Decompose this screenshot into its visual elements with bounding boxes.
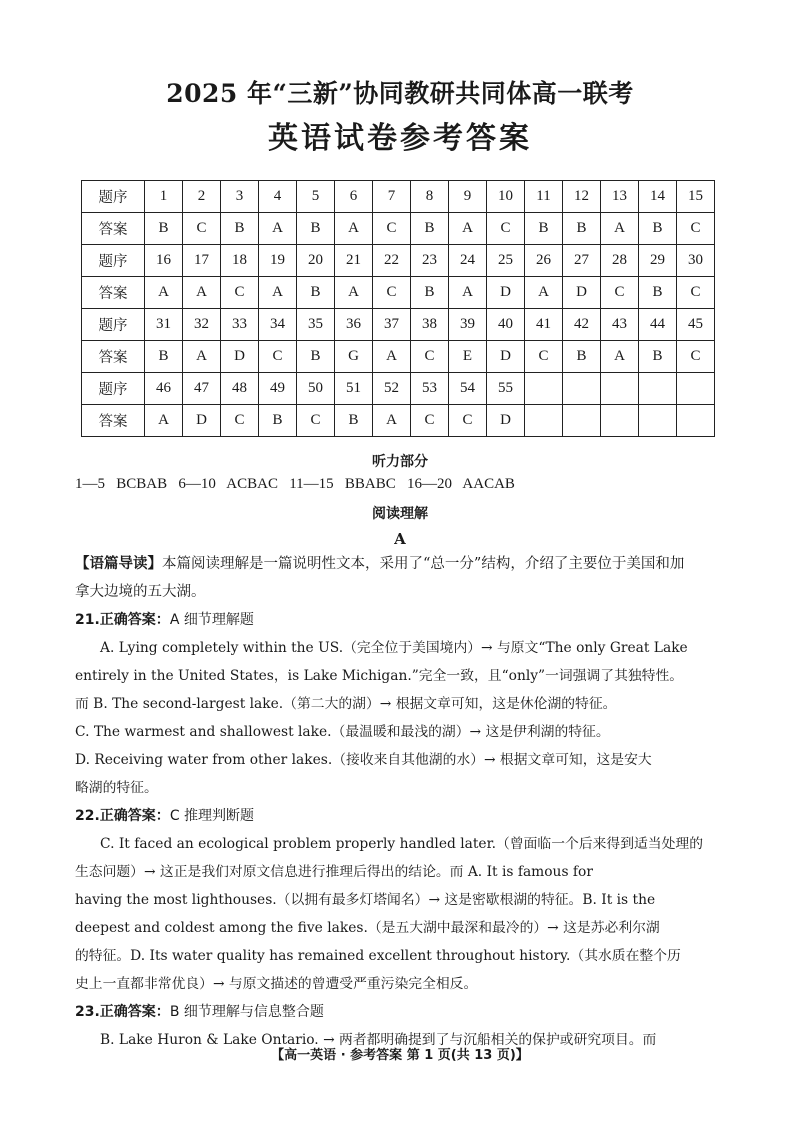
- question-number-cell: [677, 373, 715, 405]
- passage-lead-line: 【语篇导读】本篇阅读理解是一篇说明性文本，采用了“总一分”结构，介绍了主要位于美国和加: [75, 556, 685, 572]
- question-number-cell: 51: [335, 373, 373, 405]
- answer-cell: A: [373, 341, 411, 373]
- question-number-cell: 6: [335, 181, 373, 213]
- q21-line: D. Receiving water from other lakes.（接收来自其他湖的水）→ 根据文章可知，这是安大: [75, 752, 652, 768]
- answer-row: [82, 277, 715, 309]
- answer-cell: [525, 405, 563, 437]
- q22-line: having the most lighthouses.（以拥有最多灯塔闻名）→ 这是密歇根湖的特征。B. It is the: [75, 892, 656, 908]
- question-number-cell: 26: [525, 245, 563, 277]
- passage-lead-label: 【语篇导读】: [75, 556, 162, 572]
- question-number-cell: 5: [297, 181, 335, 213]
- answer-cell: A: [183, 277, 221, 309]
- answer-cell: C: [677, 213, 715, 245]
- q21-line: 略湖的特征。: [75, 780, 158, 796]
- question-number-cell: 39: [449, 309, 487, 341]
- answer-cell: B: [221, 213, 259, 245]
- answer-cell: C: [373, 277, 411, 309]
- answer-cell: B: [297, 213, 335, 245]
- answer-row: [82, 405, 715, 437]
- answer-cell: A: [183, 341, 221, 373]
- question-number-cell: 30: [677, 245, 715, 277]
- question-number-cell: 12: [563, 181, 601, 213]
- answer-cell: C: [259, 341, 297, 373]
- question-number-cell: 13: [601, 181, 639, 213]
- answer-cell: C: [297, 405, 335, 437]
- answer-cell: A: [601, 213, 639, 245]
- q22-line: 史上一直都非常优良）→ 与原文描述的曾遭受严重污染完全相反。: [75, 976, 478, 992]
- question-number-cell: 50: [297, 373, 335, 405]
- answer-cell: [601, 405, 639, 437]
- q22-line: 生态问题）→ 这正是我们对原文信息进行推理后得出的结论。而 A. It is famous for: [75, 864, 593, 880]
- answer-cell: B: [145, 341, 183, 373]
- answer-cell: B: [639, 277, 677, 309]
- question-number-cell: 9: [449, 181, 487, 213]
- question-number-cell: 4: [259, 181, 297, 213]
- question-number-cell: 53: [411, 373, 449, 405]
- question-number-cell: 41: [525, 309, 563, 341]
- question-number-cell: 10: [487, 181, 525, 213]
- answer-cell: C: [221, 405, 259, 437]
- answer-cell: A: [259, 213, 297, 245]
- answer-cell: C: [221, 277, 259, 309]
- answer-cell: G: [335, 341, 373, 373]
- question-number-cell: 54: [449, 373, 487, 405]
- answer-cell: C: [677, 341, 715, 373]
- q22-line: deepest and coldest among the five lakes.（是五大湖中最深和最冷的）→ 这是苏必利尔湖: [75, 920, 660, 936]
- answer-cell: C: [411, 405, 449, 437]
- answer-cell: B: [563, 213, 601, 245]
- row-label: 答案: [82, 277, 145, 309]
- question-number-cell: 55: [487, 373, 525, 405]
- exam-title: 2025 年“三新”协同教研共同体高一联考: [166, 79, 634, 108]
- q22-line: C. It faced an ecological problem properly handled later.（曾面临一个后来得到适当处理的: [100, 836, 703, 852]
- reading-heading: 阅读理解: [372, 506, 428, 522]
- question-number-cell: 16: [145, 245, 183, 277]
- question-number-cell: 17: [183, 245, 221, 277]
- question-number-cell: 38: [411, 309, 449, 341]
- answer-cell: B: [411, 213, 449, 245]
- question-number-cell: 36: [335, 309, 373, 341]
- answer-row: [82, 341, 715, 373]
- answer-cell: A: [335, 277, 373, 309]
- row-label: 答案: [82, 341, 145, 373]
- answer-cell: C: [449, 405, 487, 437]
- answer-cell: A: [335, 213, 373, 245]
- question-number-row: [82, 245, 715, 277]
- answer-cell: A: [259, 277, 297, 309]
- passage-lead-line: 拿大边境的五大湖。: [75, 584, 206, 600]
- question-number-cell: 49: [259, 373, 297, 405]
- row-label: 题序: [82, 309, 145, 341]
- answer-cell: A: [145, 277, 183, 309]
- answer-cell: B: [639, 213, 677, 245]
- q21-header: 21.正确答案：A 细节理解题: [75, 612, 254, 628]
- answer-cell: C: [487, 213, 525, 245]
- answer-cell: B: [411, 277, 449, 309]
- answer-cell: A: [449, 277, 487, 309]
- answer-cell: A: [145, 405, 183, 437]
- question-number-cell: 43: [601, 309, 639, 341]
- question-number-cell: 33: [221, 309, 259, 341]
- question-number-cell: 44: [639, 309, 677, 341]
- answer-cell: B: [639, 341, 677, 373]
- q21-line: entirely in the United States，is Lake Michigan.”完全一致，且“only”一词强调了其独特性。: [75, 668, 684, 684]
- answer-cell: B: [145, 213, 183, 245]
- answer-cell: B: [525, 213, 563, 245]
- answer-cell: B: [297, 277, 335, 309]
- answer-cell: D: [487, 341, 525, 373]
- question-number-cell: 15: [677, 181, 715, 213]
- row-label: 题序: [82, 181, 145, 213]
- question-number-cell: 52: [373, 373, 411, 405]
- question-number-cell: 42: [563, 309, 601, 341]
- q23-line: B. Lake Huron & Lake Ontario. → 两者都明确提到了与沉船相关的保护或研究项目。而: [100, 1032, 657, 1048]
- question-number-cell: 18: [221, 245, 259, 277]
- answer-cell: B: [563, 341, 601, 373]
- answer-cell: C: [601, 277, 639, 309]
- question-number-cell: 7: [373, 181, 411, 213]
- question-number-cell: 24: [449, 245, 487, 277]
- question-number-cell: [601, 373, 639, 405]
- question-number-cell: [639, 373, 677, 405]
- q22-line: 的特征。D. Its water quality has remained excellent throughout history.（其水质在整个历: [75, 948, 681, 964]
- answer-cell: B: [297, 341, 335, 373]
- question-number-cell: 21: [335, 245, 373, 277]
- answer-cell: A: [601, 341, 639, 373]
- answer-key-title: 英语试卷参考答案: [268, 121, 532, 156]
- answer-cell: C: [373, 213, 411, 245]
- answer-cell: A: [449, 213, 487, 245]
- answer-cell: D: [487, 405, 525, 437]
- answer-cell: C: [411, 341, 449, 373]
- answer-cell: [677, 405, 715, 437]
- question-number-cell: 37: [373, 309, 411, 341]
- answer-cell: A: [525, 277, 563, 309]
- question-number-cell: 11: [525, 181, 563, 213]
- question-number-cell: 27: [563, 245, 601, 277]
- question-number-cell: 47: [183, 373, 221, 405]
- answer-cell: B: [335, 405, 373, 437]
- question-number-cell: 25: [487, 245, 525, 277]
- question-number-cell: 23: [411, 245, 449, 277]
- answer-cell: C: [525, 341, 563, 373]
- answer-cell: C: [183, 213, 221, 245]
- answer-table: [81, 180, 715, 437]
- question-number-cell: 3: [221, 181, 259, 213]
- answer-cell: D: [487, 277, 525, 309]
- listening-answers: 1—5 BCBAB 6—10 ACBAC 11—15 BBABC 16—20 AACAB: [75, 476, 515, 492]
- page-footer: 【高一英语 · 参考答案 第 1 页(共 13 页)】: [271, 1048, 529, 1063]
- q23-header: 23.正确答案：B 细节理解与信息整合题: [75, 1004, 324, 1020]
- question-number-cell: 1: [145, 181, 183, 213]
- question-number-row: [82, 181, 715, 213]
- question-number-cell: 19: [259, 245, 297, 277]
- answer-cell: D: [221, 341, 259, 373]
- question-number-cell: 8: [411, 181, 449, 213]
- question-number-cell: 34: [259, 309, 297, 341]
- question-number-cell: 2: [183, 181, 221, 213]
- question-number-cell: 40: [487, 309, 525, 341]
- question-number-cell: 35: [297, 309, 335, 341]
- question-number-cell: [563, 373, 601, 405]
- answer-cell: A: [373, 405, 411, 437]
- question-number-cell: 48: [221, 373, 259, 405]
- question-number-cell: 45: [677, 309, 715, 341]
- row-label: 题序: [82, 245, 145, 277]
- row-label: 题序: [82, 373, 145, 405]
- listening-heading: 听力部分: [372, 454, 428, 470]
- question-number-cell: 28: [601, 245, 639, 277]
- question-number-cell: 29: [639, 245, 677, 277]
- answer-cell: D: [563, 277, 601, 309]
- q22-header: 22.正确答案：C 推理判断题: [75, 808, 255, 824]
- question-number-cell: 14: [639, 181, 677, 213]
- answer-cell: B: [259, 405, 297, 437]
- passage-label: A: [394, 530, 406, 548]
- question-number-cell: 22: [373, 245, 411, 277]
- answer-cell: [639, 405, 677, 437]
- q21-line: A. Lying completely within the US.（完全位于美国境内）→ 与原文“The only Great Lake: [100, 640, 688, 656]
- question-number-cell: 20: [297, 245, 335, 277]
- reading-explanations: [75, 550, 727, 1054]
- answer-cell: E: [449, 341, 487, 373]
- question-number-cell: 31: [145, 309, 183, 341]
- question-number-cell: 32: [183, 309, 221, 341]
- q21-line: 而 B. The second-largest lake.（第二大的湖）→ 根据文章可知，这是休伦湖的特征。: [75, 696, 617, 712]
- row-label: 答案: [82, 213, 145, 245]
- answer-row: [82, 213, 715, 245]
- question-number-row: [82, 373, 715, 405]
- row-label: 答案: [82, 405, 145, 437]
- question-number-row: [82, 309, 715, 341]
- question-number-cell: [525, 373, 563, 405]
- answer-cell: D: [183, 405, 221, 437]
- answer-cell: [563, 405, 601, 437]
- question-number-cell: 46: [145, 373, 183, 405]
- answer-cell: C: [677, 277, 715, 309]
- q21-line: C. The warmest and shallowest lake.（最温暖和最浅的湖）→ 这是伊利湖的特征。: [75, 724, 610, 740]
